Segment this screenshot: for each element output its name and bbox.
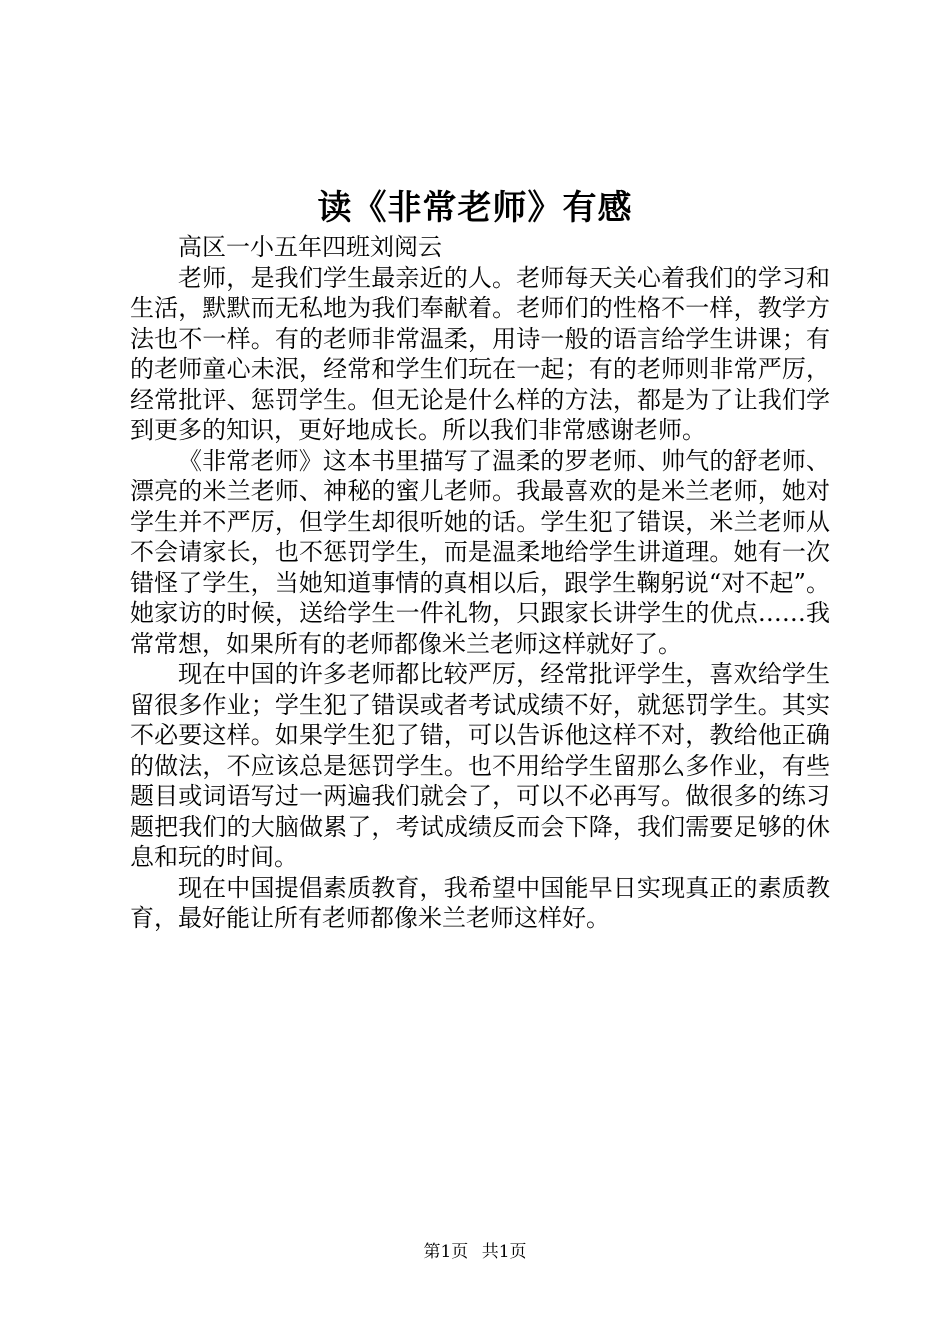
page-number: 第1页 (423, 1242, 469, 1262)
page-total: 共1页 (481, 1242, 527, 1262)
document-body (130, 232, 830, 934)
paragraph-2: 《非常老师》这本书里描写了温柔的罗老师、帅气的舒老师、漂亮的米兰老师、神秘的蜜儿老师。我最喜欢的是米兰老师，她对学生并不严厉，但学生却很听她的话。学生犯了错误，米兰老师从不会请家长，也不惩罚学生，而是温柔地给学生讲道理。她有一次错怪了学生，当她知道事情的真相以后，跟学生鞠躬说“对不起”。她家访的时候，送给学生一件礼物，只跟家长讲学生的优点……我常常想，如果所有的老师都像米兰老师这样就好了。 (130, 446, 830, 658)
paragraph-4: 现在中国提倡素质教育，我希望中国能早日实现真正的素质教育，最好能让所有老师都像米兰老师这样好。 (130, 873, 830, 932)
page-footer (0, 1240, 950, 1264)
author-line: 高区一小五年四班刘阅云 (178, 233, 442, 261)
document-title: 读《非常老师》有感 (317, 188, 633, 228)
paragraph-1: 老师，是我们学生最亲近的人。老师每天关心着我们的学习和生活，默默而无私地为我们奉献着。老师们的性格不一样，教学方法也不一样。有的老师非常温柔，用诗一般的语言给学生讲课；有的老师童心未泯，经常和学生们玩在一起；有的老师则非常严厉，经常批评、惩罚学生。但无论是什么样的方法，都是为了让我们学到更多的知识，更好地成长。所以我们非常感谢老师。 (130, 263, 830, 444)
paragraph-3: 现在中国的许多老师都比较严厉，经常批评学生，喜欢给学生留很多作业；学生犯了错误或者考试成绩不好，就惩罚学生。其实不必要这样。如果学生犯了错，可以告诉他这样不对，教给他正确的做法，不应该总是惩罚学生。也不用给学生留那么多作业，有些题目或词语写过一两遍我们就会了，可以不必再写。做很多的练习题把我们的大脑做累了，考试成绩反而会下降，我们需要足够的休息和玩的时间。 (130, 660, 830, 871)
